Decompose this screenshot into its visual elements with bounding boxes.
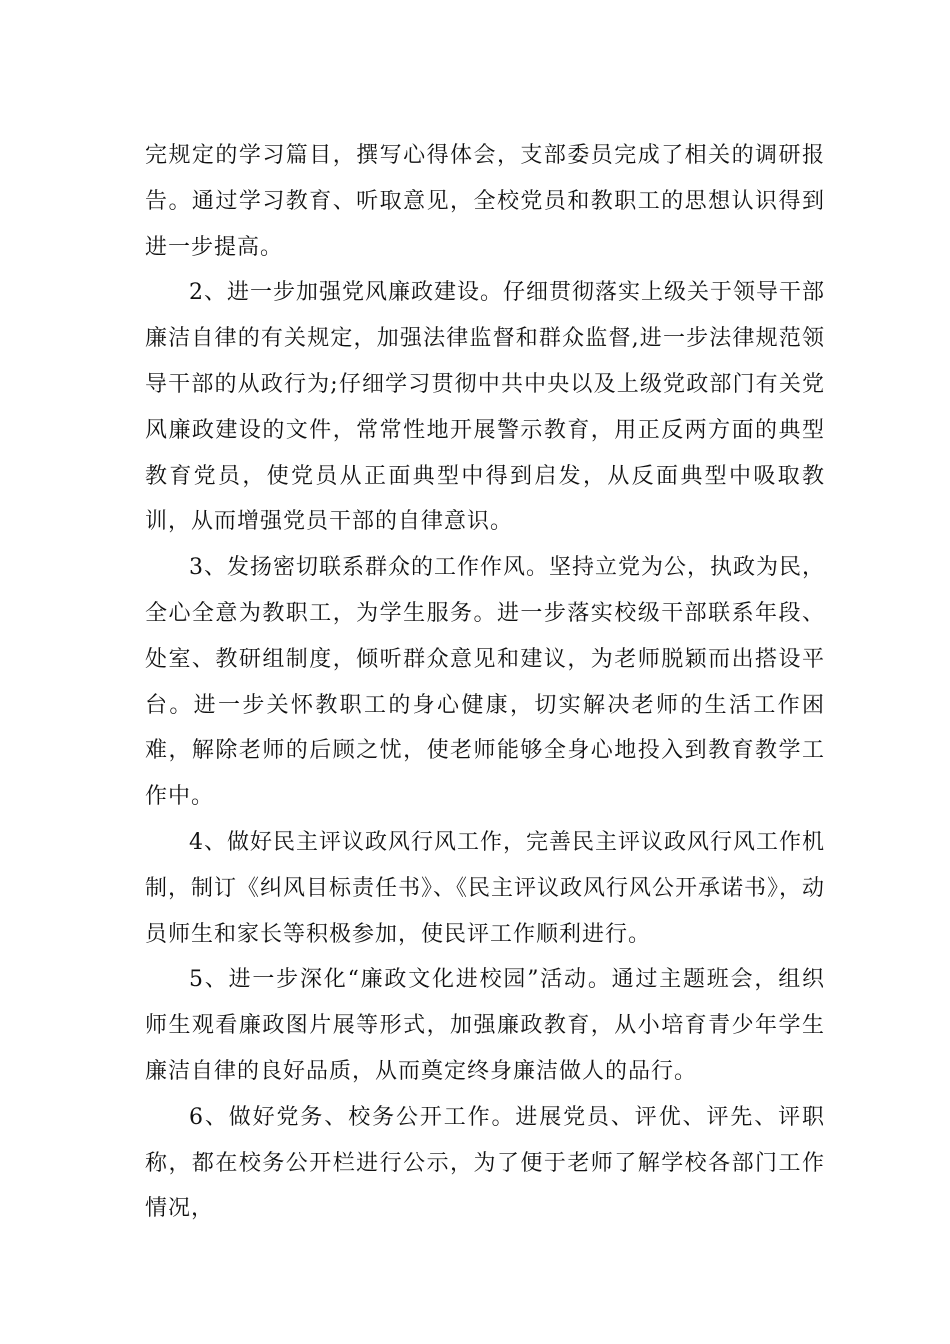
paragraph-item-2: 2、进一步加强党风廉政建设。仔细贯彻落实上级关于领导干部廉洁自律的有关规定，加强法律监督和群众监督,进一步法律规范领导干部的从政行为;仔细学习贯彻中共中央以及上级党政部门有关党风廉政建设的文件，常常性地开展警示教育，用正反两方面的典型教育党员，使党员从正面典型中得到启发，从反面典型中吸取教训，从而增强党员干部的自律意识。 — [145, 280, 825, 535]
paragraph-item-3: 3、发扬密切联系群众的工作作风。坚持立党为公，执政为民，全心全意为教职工，为学生服务。进一步落实校级干部联系年段、处室、教研组制度，倾听群众意见和建议，为老师脱颖而出搭设平台。进一步关怀教职工的身心健康，切实解决老师的生活工作困难，解除老师的后顾之忧，使老师能够全身心地投入到教育教学工作中。 — [145, 555, 825, 810]
paragraph-item-5: 5、进一步深化“廉政文化进校园”活动。通过主题班会，组织师生观看廉政图片展等形式，加强廉政教育，从小培育青少年学生廉洁自律的良好品质，从而奠定终身廉洁做人的品行。 — [145, 967, 825, 1084]
paragraph-item-6: 6、做好党务、校务公开工作。进展党员、评优、评先、评职称，都在校务公开栏进行公示，为了便于老师了解学校各部门工作情况， — [145, 1104, 825, 1222]
paragraph-continuation: 完规定的学习篇目，撰写心得体会，支部委员完成了相关的调研报告。通过学习教育、听取意见，全校党员和教职工的思想认识得到进一步提高。 — [145, 143, 825, 260]
paragraph-item-4: 4、做好民主评议政风行风工作，完善民主评议政风行风工作机制，制订《纠风目标责任书》、《民主评议政风行风公开承诺书》，动员师生和家长等积极参加，使民评工作顺利进行。 — [145, 829, 826, 947]
document-body — [145, 133, 825, 1232]
